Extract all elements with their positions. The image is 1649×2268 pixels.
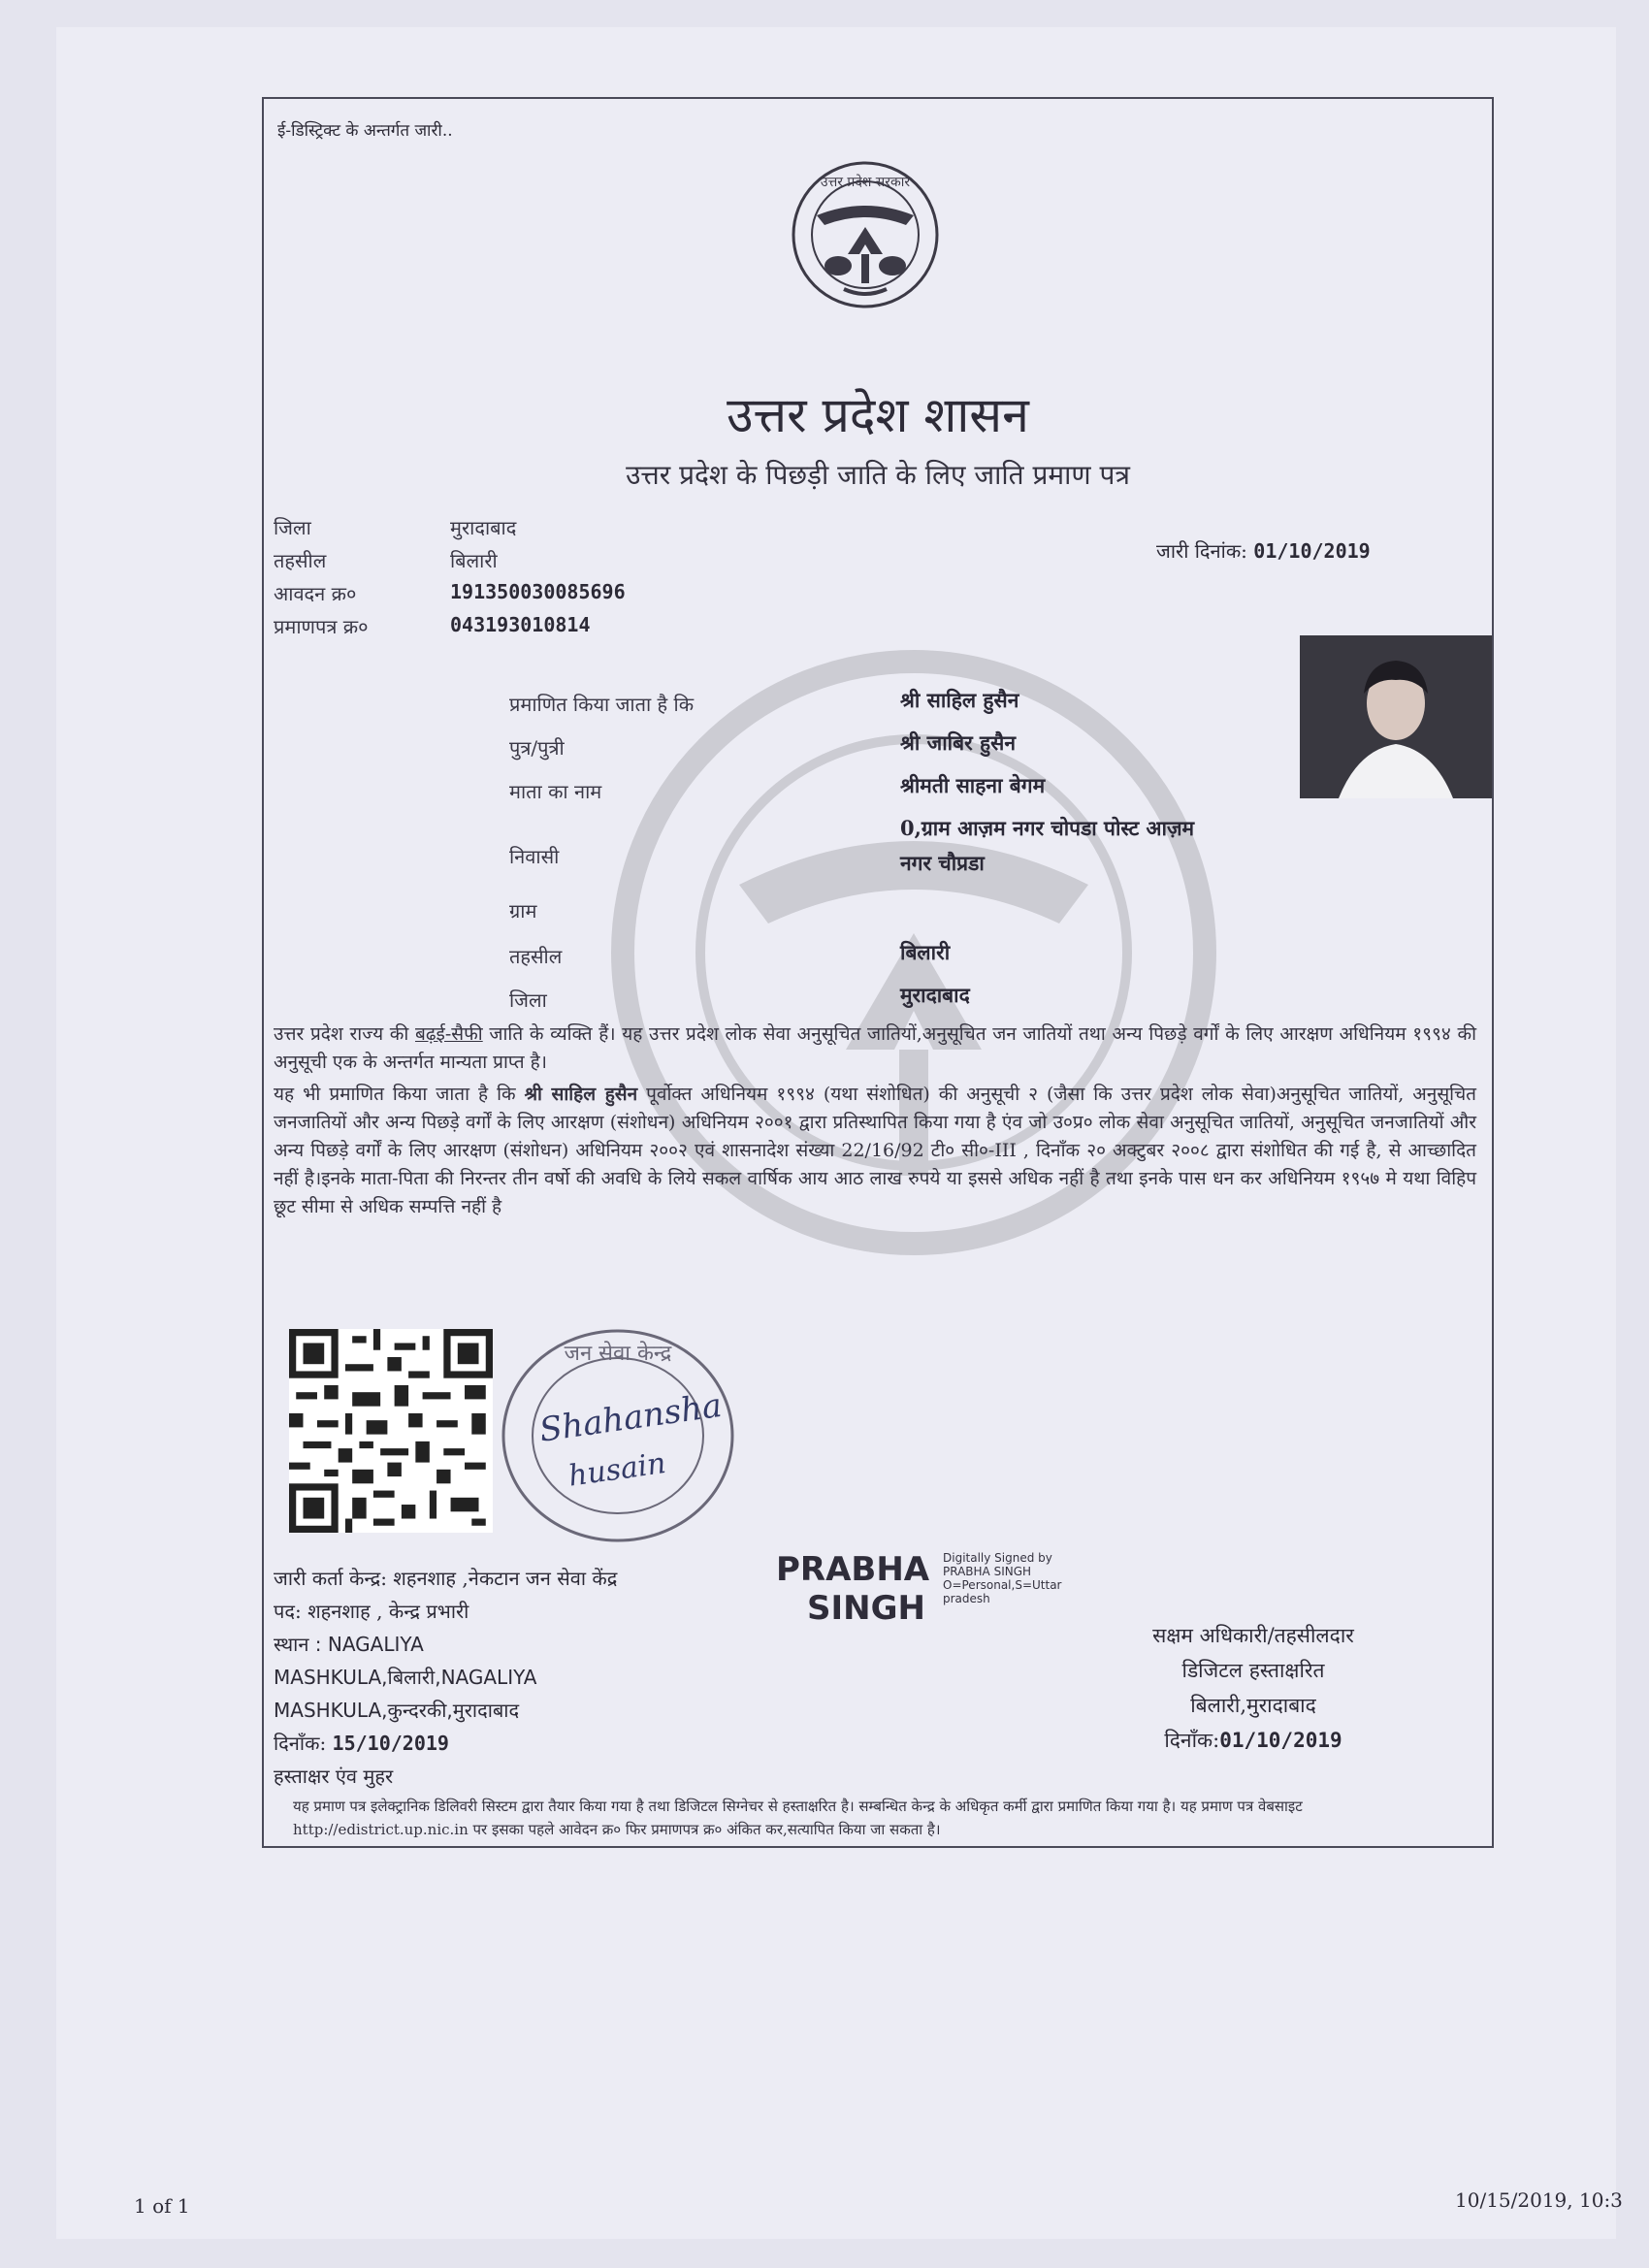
digital-signature-name-line2: SINGH: [807, 1589, 925, 1628]
authority-location: बिलारी,मुरादाबाद: [1190, 1694, 1316, 1717]
digital-signature-name-line1: PRABHA: [776, 1550, 930, 1589]
authority-date: [1088, 1723, 1418, 1758]
digital-signature-detail3: O=Personal,S=Uttar: [943, 1578, 1062, 1592]
issue-date-label: जारी दिनांक:: [1156, 539, 1247, 563]
issuer-place-line3: MASHKULA,कुन्दरकी,मुरादाबाद: [274, 1699, 520, 1722]
mother-label: माता का नाम: [509, 780, 602, 803]
issuer-block: [274, 1562, 617, 1793]
person-tehsil: बिलारी: [900, 940, 951, 964]
digital-signature-detail1: Digitally Signed by: [943, 1551, 1052, 1565]
resident-address-line1: 0,ग्राम आज़म नगर चोपडा पोस्ट आज़म: [900, 816, 1195, 840]
digital-signature-name: [776, 1550, 929, 1628]
certificate-number: 043193010814: [450, 613, 591, 636]
signature-line1: Shahansha: [536, 1385, 725, 1450]
issuer-place-line2: MASHKULA,बिलारी,NAGALIYA: [274, 1666, 537, 1689]
issuer-date-label: दिनाँक:: [274, 1732, 327, 1755]
tehsil-label: तहसील: [274, 549, 327, 572]
certificate-frame: [262, 97, 1494, 1848]
sign-and-seal: हस्ताक्षर एंव मुहर: [274, 1765, 394, 1788]
qr-code-icon: [289, 1329, 493, 1533]
issued-under-text: ई-डिस्ट्रिक्ट के अन्तर्गत जारी..: [277, 121, 453, 141]
up-government-emblem-icon: [788, 157, 943, 312]
page-count: 1 of 1: [134, 2194, 190, 2218]
certification-statement: [274, 1081, 1476, 1221]
caste-statement-prefix: उत्तर प्रदेश राज्य की: [274, 1023, 415, 1045]
resident-label: निवासी: [509, 845, 560, 868]
certification-name: श्री साहिल हुसैन: [524, 1084, 638, 1105]
person-district: मुरादाबाद: [900, 983, 970, 1007]
print-timestamp: 10/15/2019, 10:3: [1455, 2188, 1623, 2212]
applicant-name: श्री साहिल हुसैन: [900, 688, 1019, 712]
certified-label: प्रमाणित किया जाता है कि: [509, 693, 695, 716]
certification-body: पूर्वोक्त अधिनियम १९९४ (यथा संशोधित) की अनुसूची २ (जैसा कि उत्तर प्रदेश लोक सेवा)अनुसूचित जातियों, अनुसूचित जनजातियों और अन्य पिछड़े वर्गों के लिए आरक्षण (संशोधन) अधिनियम २००१ द्वारा प्रतिस्थापित किया गया है एंव जो उ०प्र० लोक सेवा अनुसूचित जातियों, अनुसूचित जनजातियों और अन्य पिछड़े वर्गों के लिए आरक्षण (संशोधन) अधिनियम २००२ एवं शासनादेश संख्या 22/16/92 टी० सी०-III , दिनाँक २० अक्टुबर २००८ द्वारा संशोधित की गई है, से आच्छादित नहीं है।इनके माता-पिता की निरन्तर तीन वर्षो की अवधि के लिये सकल वार्षिक आय आठ लाख रुपये या इससे अधिक नहीं है तथा इनके पास धन कर अधिनियम १९५७ मे यथा विहिप छूट सीमा से अधिक सम्पत्ति नहीं है: [274, 1084, 1476, 1217]
person-district-label: जिला: [509, 988, 547, 1012]
seal-stamp-icon: [492, 1321, 792, 1554]
issuer-post: पद: शहनशाह , केन्द्र प्रभारी: [274, 1600, 469, 1623]
issuer-date: [274, 1727, 617, 1760]
certification-prefix: यह भी प्रमाणित किया जाता है कि: [274, 1084, 525, 1105]
issue-date: [1156, 537, 1371, 564]
authority-block: [1088, 1618, 1418, 1758]
district-value: मुरादाबाद: [450, 516, 517, 539]
caste-statement-suffix: जाति के व्यक्ति हैं। यह उत्तर प्रदेश लोक सेवा अनुसूचित जातियों,अनुसूचित जन जातियों तथा अन्य पिछड़े वर्गों के लिए आरक्षण अधिनियम १९९४ की अनुसूची एक के अन्तर्गत मान्यता प्राप्त है।: [274, 1023, 1476, 1073]
issuer-date-value: 15/10/2019: [332, 1732, 449, 1755]
district-label: जिला: [274, 516, 311, 539]
issuer-centre: जारी कर्ता केन्द्र: शहनशाह ,नेकटान जन सेवा केंद्र: [274, 1567, 618, 1590]
caste-name: बढ़ई-सैफी: [414, 1023, 483, 1045]
issue-date-value: 01/10/2019: [1253, 539, 1371, 563]
certificate-title: उत्तर प्रदेश के पिछड़ी जाति के लिए जाति प्रमाण पत्र: [626, 459, 1130, 491]
caste-statement: [274, 1021, 1476, 1077]
person-tehsil-label: तहसील: [509, 945, 563, 968]
son-daughter-label: पुत्र/पुत्री: [509, 736, 565, 760]
verification-note: यह प्रमाण पत्र इलेक्ट्रानिक डिलिवरी सिस्टम द्वारा तैयार किया गया है तथा डिजिटल सिग्नेचर से हस्ताक्षरित है। सम्बन्धित केन्द्र के अधिकृत कर्मी द्वारा प्रमाणित किया गया है। यह प्रमाण पत्र वेबसाइट http://edistrict.up.nic.in पर इसका पहले आवेदन क्र० फिर प्रमाणपत्र क्र० अंकित कर,सत्यापित किया जा सकता है।: [293, 1798, 1303, 1838]
stamp-text: जन सेवा केन्द्र: [564, 1342, 672, 1366]
authority-designation: सक्षम अधिकारी/तहसीलदार: [1152, 1624, 1354, 1647]
certificate-number-label: प्रमाणपत्र क्र०: [274, 615, 369, 638]
application-label: आवदन क्र०: [274, 582, 357, 605]
application-number: 191350030085696: [450, 580, 626, 603]
authority-date-label: दिनाँक:: [1164, 1729, 1220, 1752]
digital-signature-detail4: pradesh: [943, 1592, 990, 1605]
issuer-place-line1: स्थान : NAGALIYA: [274, 1633, 424, 1656]
mother-name: श्रीमती साहना बेगम: [900, 773, 1046, 797]
authority-date-value: 01/10/2019: [1219, 1729, 1342, 1752]
digital-signature-details: [943, 1551, 1061, 1605]
digital-signature-detail2: PRABHA SINGH: [943, 1565, 1032, 1578]
signature-line2: husain: [566, 1445, 668, 1494]
tehsil-value: बिलारी: [450, 549, 498, 572]
father-name: श्री जाबिर हुसैन: [900, 730, 1016, 755]
person-photo-icon: [1300, 635, 1492, 798]
applicant-photo: [1300, 635, 1492, 798]
authority-digital-signed: डिजिटल हस्ताक्षरित: [1181, 1659, 1325, 1682]
village-label: ग्राम: [509, 899, 537, 923]
resident-address-line2: नगर चौप्रडा: [900, 851, 985, 875]
government-title: उत्तर प्रदेश शासन: [727, 387, 1029, 443]
emblem-text: उत्तर प्रदेश सरकार: [820, 175, 911, 190]
